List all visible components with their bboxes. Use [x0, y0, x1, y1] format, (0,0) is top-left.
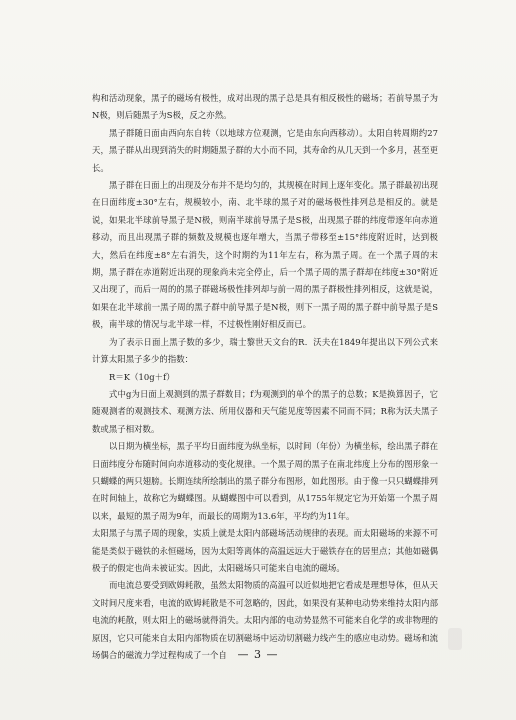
paragraph-3: 黑子群在日面上的出现及分布并不是均匀的，其规模在时间上逐年变化。黑子群最初出现在日面纬度±30°左右，规模较小，南、北半球的黑子对的磁场极性排列总是相反的。就是说，如果北半球前导黑子是N极，则南半球前导黑子是S极，出现黑子群的纬度带逐年向赤道移动，而且出现黑子群的频数及规模也逐年增大，当黑子带移至±15°纬度附近时，达到极大，然后在纬度±8°左右消失，这个时期约为11年左右，称为黑子周。在一个黑子周的末期，黑子群在赤道附近出现的现象尚未完全停止，后一个黑子周的黑子群却在纬度±30°附近又出现了，而后一周的的黑子群磁场极性排列却与前一周的黑子群极性排列相反，这就是说，如果在北半球前一黑子周的黑子群中前导黑子是N极，则下一黑子周的黑子群中前导黑子是S极，南半球的情况与北半球一样，不过极性刚好相反而已。 [92, 180, 438, 330]
paragraph-5: 式中g为日面上观测到的黑子群数目；f为观测到的单个的黑子的总数；K是换算因子，它随观测者的观测技术、观测方法、所用仪器和天气能见度等因素不同而不同；R称为沃夫黑子数或黑子相对数。 [92, 388, 438, 434]
page-number: — 3 — [237, 648, 279, 661]
paragraph-2: 黑子群随日面由西向东自转（以地球方位观测，它是由东向西移动）。太阳自转周期约27天，黑子群从出现到消失的时期随黑子群的大小而不同，其寿命约从几天到一个多月，甚至更长。 [92, 127, 438, 173]
wolf-number-formula: R＝K（10g＋f） [109, 371, 175, 382]
scan-smudge [448, 628, 462, 650]
paragraph-8: 而电流总要受到欧姆耗散，虽然太阳物质的高温可以近似地把它看成是理想导体，但从天文时间尺度来看，电流的欧姆耗散是不可忽略的，因此，如果没有某种电动势来维持太阳内部电流的耗散，则太阳上的磁场就得消失。太阳内部的电动势显然不可能来自化学的或非物理的原因，它只可能来自太阳内部物质在切割磁场中运动切割磁力线产生的感应电动势。磁场和流场偶合的磁流力学过程构成了一个自 [92, 580, 438, 660]
paragraph-6: 以日期为横坐标，黑子平均日面纬度为纵坐标，以时间（年份）为横坐标，绘出黑子群在日面纬度分布随时间向赤道移动的变化规律。一个黑子周的黑子在南北纬度上分布的图形象一只蝴蝶的两只翅膀。长期连续所绘制出的黑子群分布图形，如此图形。由于像一只只蝴蝶排列在时间轴上，故称它为蝴蝶图。从蝴蝶图中可以看到，从1755年规定它为开始第一个黑子周以来，最短的黑子周为9年，而最长的周期为13.6年，平均约为11年。 [92, 441, 438, 521]
paragraph-1: 构和活动现象，黑子的磁场有极性，成对出现的黑子总是具有相反极性的磁场；若前导黑子为N极，则后随黑子为S极，反之亦然。 [92, 93, 438, 121]
body-text [92, 90, 438, 664]
paragraph-7: 太阳黑子与黑子周的现象，实质上就是太阳内部磁场活动规律的表现。而太阳磁场的来源不可能是类似于磁铁的永恒磁场，因为太阳等离体的高温远远大于磁铁存在的居里点；其他如磁偶极子的假定也尚未被证实。因此，太阳磁场只可能来自电流的磁场。 [92, 528, 438, 573]
paragraph-4: 为了表示日面上黑子数的多少，瑞士黎世天文台的R．沃夫在1849年提出以下列公式来计算太阳黑子多少的指数： [92, 336, 438, 365]
